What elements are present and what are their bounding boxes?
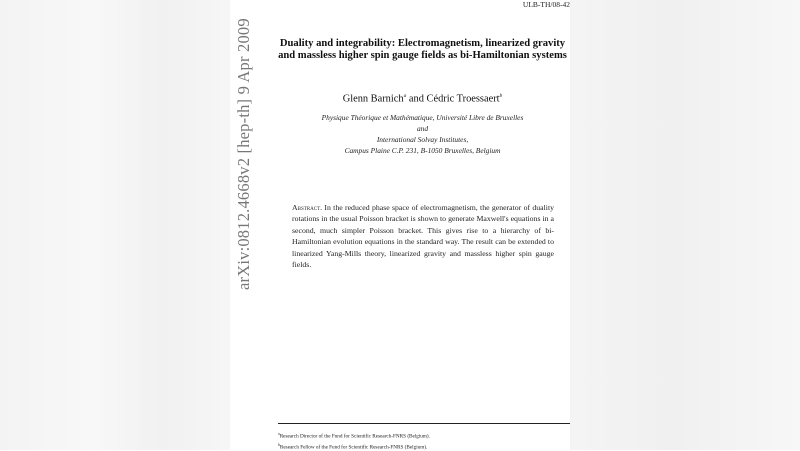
affiliation-line: International Solvay Institutes, xyxy=(376,135,469,144)
author-mark: b xyxy=(499,93,503,99)
author-name: Cédric Troessaert xyxy=(426,93,500,105)
left-background xyxy=(0,0,230,450)
abstract-label: Abstract. xyxy=(292,203,323,212)
report-number: ULB-TH/08-42 xyxy=(522,0,570,9)
footnote-text: Research Director of the Fund for Scientific Research-FNRS (Belgium). xyxy=(279,433,430,440)
footnote-mark: a xyxy=(278,432,280,436)
footnote-rule xyxy=(278,423,570,424)
right-background xyxy=(570,0,800,450)
abstract-text: In the reduced phase space of electromagnetism, the generator of duality rotations in the usual Poisson bracket is shown to generate Maxwell's equations in a second, much simpler Poisson bracket. This gives rise to a hierarchy of bi-Hamiltonian evolution equations in the standard way. The result can be extended to linearized Yang-Mills theory, linearized gravity and massless higher spin gauge fields. xyxy=(292,203,555,270)
author-name: Glenn Barnich xyxy=(342,93,404,105)
abstract xyxy=(292,202,554,270)
paper-title: Duality and integrability: Electromagnetism, linearized gravity and massless higher spin gauge fields as bi-Hamiltonian systems xyxy=(278,38,567,61)
author-mark: a xyxy=(403,93,407,99)
footnote-text: Research Fellow of the Fund for Scientific Research-FNRS (Belgium). xyxy=(279,444,428,451)
footnote xyxy=(278,432,570,440)
affiliation-line: Physique Théorique et Mathématique, Université Libre de Bruxelles xyxy=(321,113,524,122)
affiliation-line: Campus Plaine C.P. 231, B-1050 Bruxelles, Belgium xyxy=(344,146,501,155)
affiliation-line: and xyxy=(416,124,429,133)
author-conjunction: and xyxy=(406,93,427,105)
arxiv-side-stamp: arXiv:0812.4668v2 [hep-th] 9 Apr 2009 xyxy=(234,18,253,290)
author-line xyxy=(300,93,545,104)
footnote-mark: b xyxy=(278,443,280,447)
